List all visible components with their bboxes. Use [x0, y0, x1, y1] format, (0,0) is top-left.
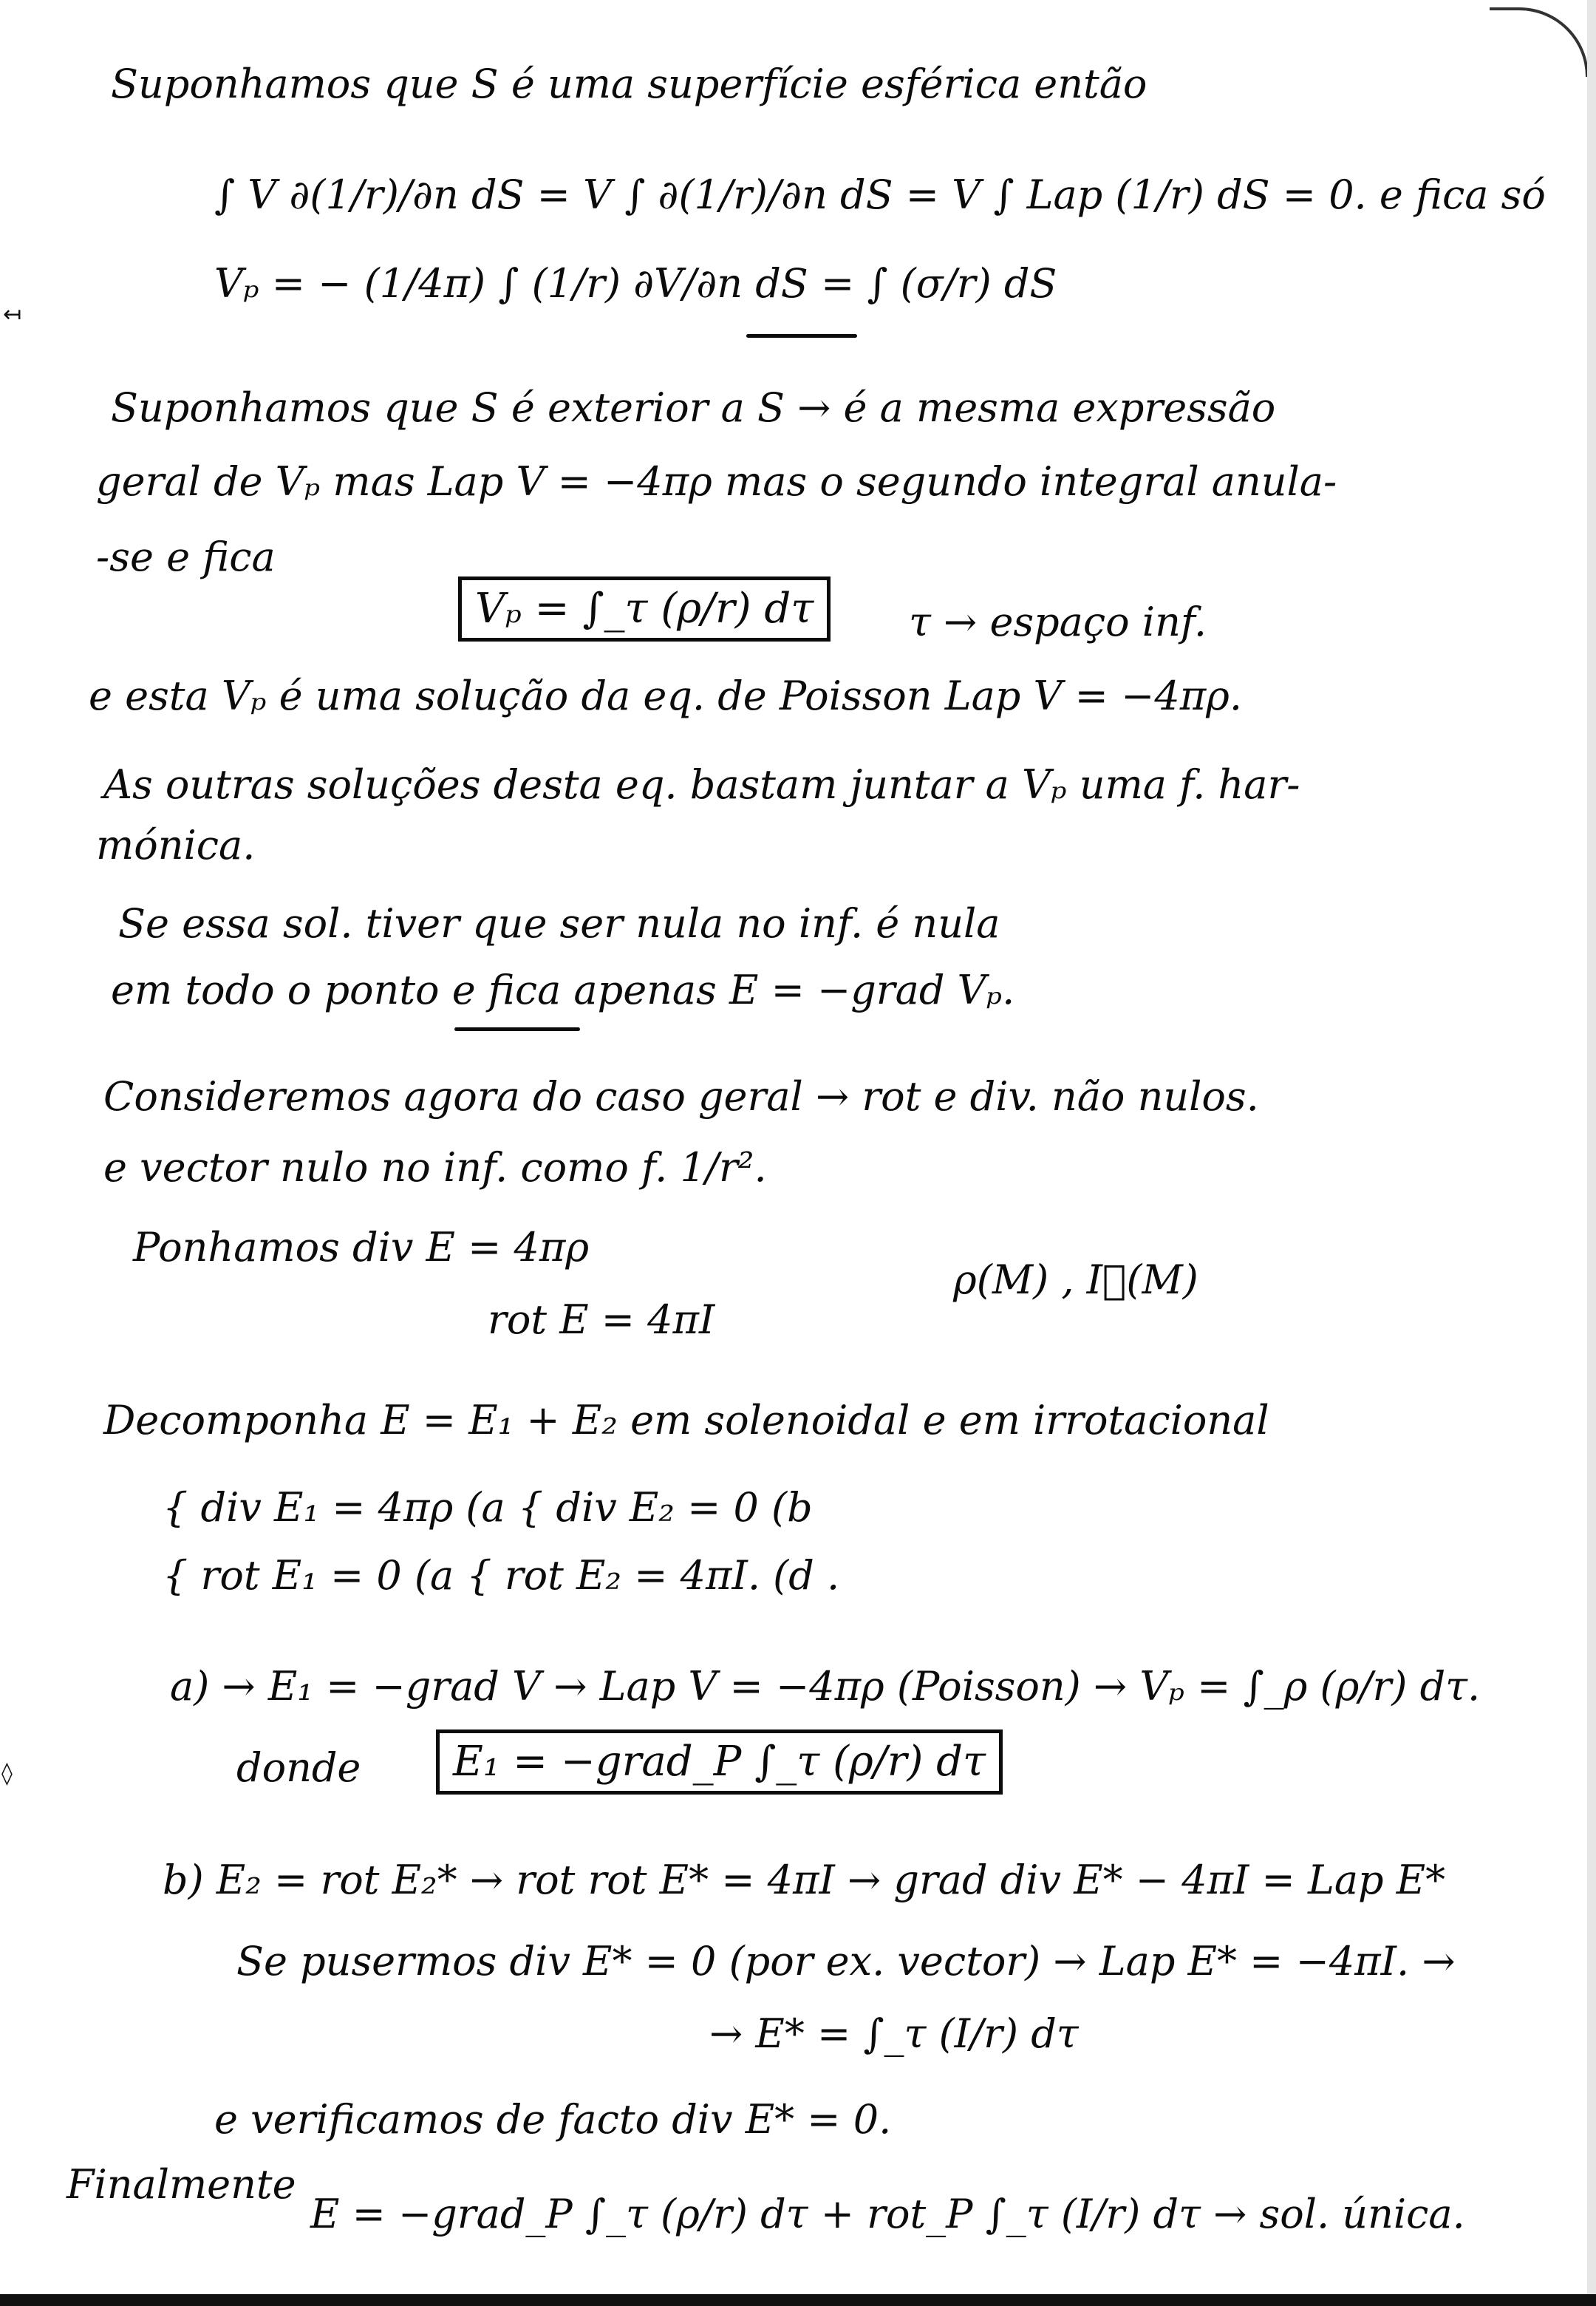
note-line-4: Suponhamos que S é exterior a S → é a mesma expressão: [111, 384, 1276, 431]
page-right-edge: [1587, 0, 1596, 2306]
note-line-17: Decomponha E = E₁ + E₂ em solenoidal e em irrotacional: [103, 1397, 1269, 1443]
underline-sigma: [746, 334, 857, 338]
note-line-21: donde: [236, 1744, 361, 1791]
note-line-8: e esta Vₚ é uma solução da eq. de Poisson Lap V = −4πρ.: [89, 673, 1243, 719]
note-line-16: rot E = 4πI: [488, 1296, 715, 1343]
margin-tick-bottom: ◊: [1, 1761, 13, 1786]
note-line-18: { div E₁ = 4πρ (a { div E₂ = 0 (b: [163, 1484, 813, 1531]
note-line-7b: τ → espaço inf.: [909, 599, 1207, 645]
underline-ponto: [454, 1027, 580, 1031]
note-line-1: Suponhamos que S é uma superfície esférica então: [111, 61, 1147, 107]
page-bottom-edge: [0, 2294, 1596, 2306]
note-line-15b: ρ(M) , I⃗(M): [953, 1256, 1198, 1303]
note-line-12: em todo o ponto e fica apenas E = −grad Vₚ.: [111, 967, 1015, 1013]
note-line-6: -se e fica: [96, 534, 276, 580]
boxed-formula-e1: E₁ = −grad_P ∫_τ (ρ/r) dτ: [436, 1730, 1003, 1795]
note-line-15: Ponhamos div E = 4πρ: [133, 1224, 590, 1271]
note-line-9: As outras soluções desta eq. bastam juntar a Vₚ uma f. har-: [103, 761, 1300, 808]
note-line-3: Vₚ = − (1/4π) ∫ (1/r) ∂V/∂n dS = ∫ (σ/r) dS: [214, 260, 1057, 307]
note-line-final: E = −grad_P ∫_τ (ρ/r) dτ + rot_P ∫_τ (I/r) dτ → sol. única.: [310, 2191, 1465, 2237]
note-line-11: Se essa sol. tiver que ser nula no inf. é nula: [118, 900, 1000, 947]
note-line-10: mónica.: [96, 822, 256, 868]
note-line-13: Consideremos agora do caso geral → rot e div. não nulos.: [103, 1073, 1259, 1120]
note-line-19: { rot E₁ = 0 (a { rot E₂ = 4πI. (d .: [163, 1552, 840, 1599]
note-line-25: e verificamos de facto div E* = 0.: [214, 2096, 892, 2143]
note-line-2: ∫ V ∂(1/r)/∂n dS = V ∫ ∂(1/r)/∂n dS = V ∫ Lap (1/r) dS = 0. e fica só: [214, 171, 1546, 218]
page-corner-curl: [1490, 7, 1589, 77]
note-line-22: b) E₂ = rot E₂* → rot rot E* = 4πI → grad div E* − 4πI = Lap E*: [163, 1857, 1446, 1903]
margin-tick-top: ↤: [3, 302, 22, 327]
boxed-formula-vp: Vₚ = ∫_τ (ρ/r) dτ: [458, 576, 831, 642]
note-line-20: a) → E₁ = −grad V → Lap V = −4πρ (Poisson) → Vₚ = ∫_ρ (ρ/r) dτ.: [170, 1663, 1481, 1710]
note-line-24: → E* = ∫_τ (I/r) dτ: [709, 2010, 1079, 2057]
note-line-23: Se pusermos div E* = 0 (por ex. vector) → Lap E* = −4πI. →: [236, 1938, 1456, 1984]
note-finalmente: Finalmente: [66, 2161, 296, 2208]
note-line-5: geral de Vₚ mas Lap V = −4πρ mas o segundo integral anula-: [96, 458, 1337, 505]
note-line-14: e vector nulo no inf. como f. 1/r².: [103, 1144, 767, 1191]
